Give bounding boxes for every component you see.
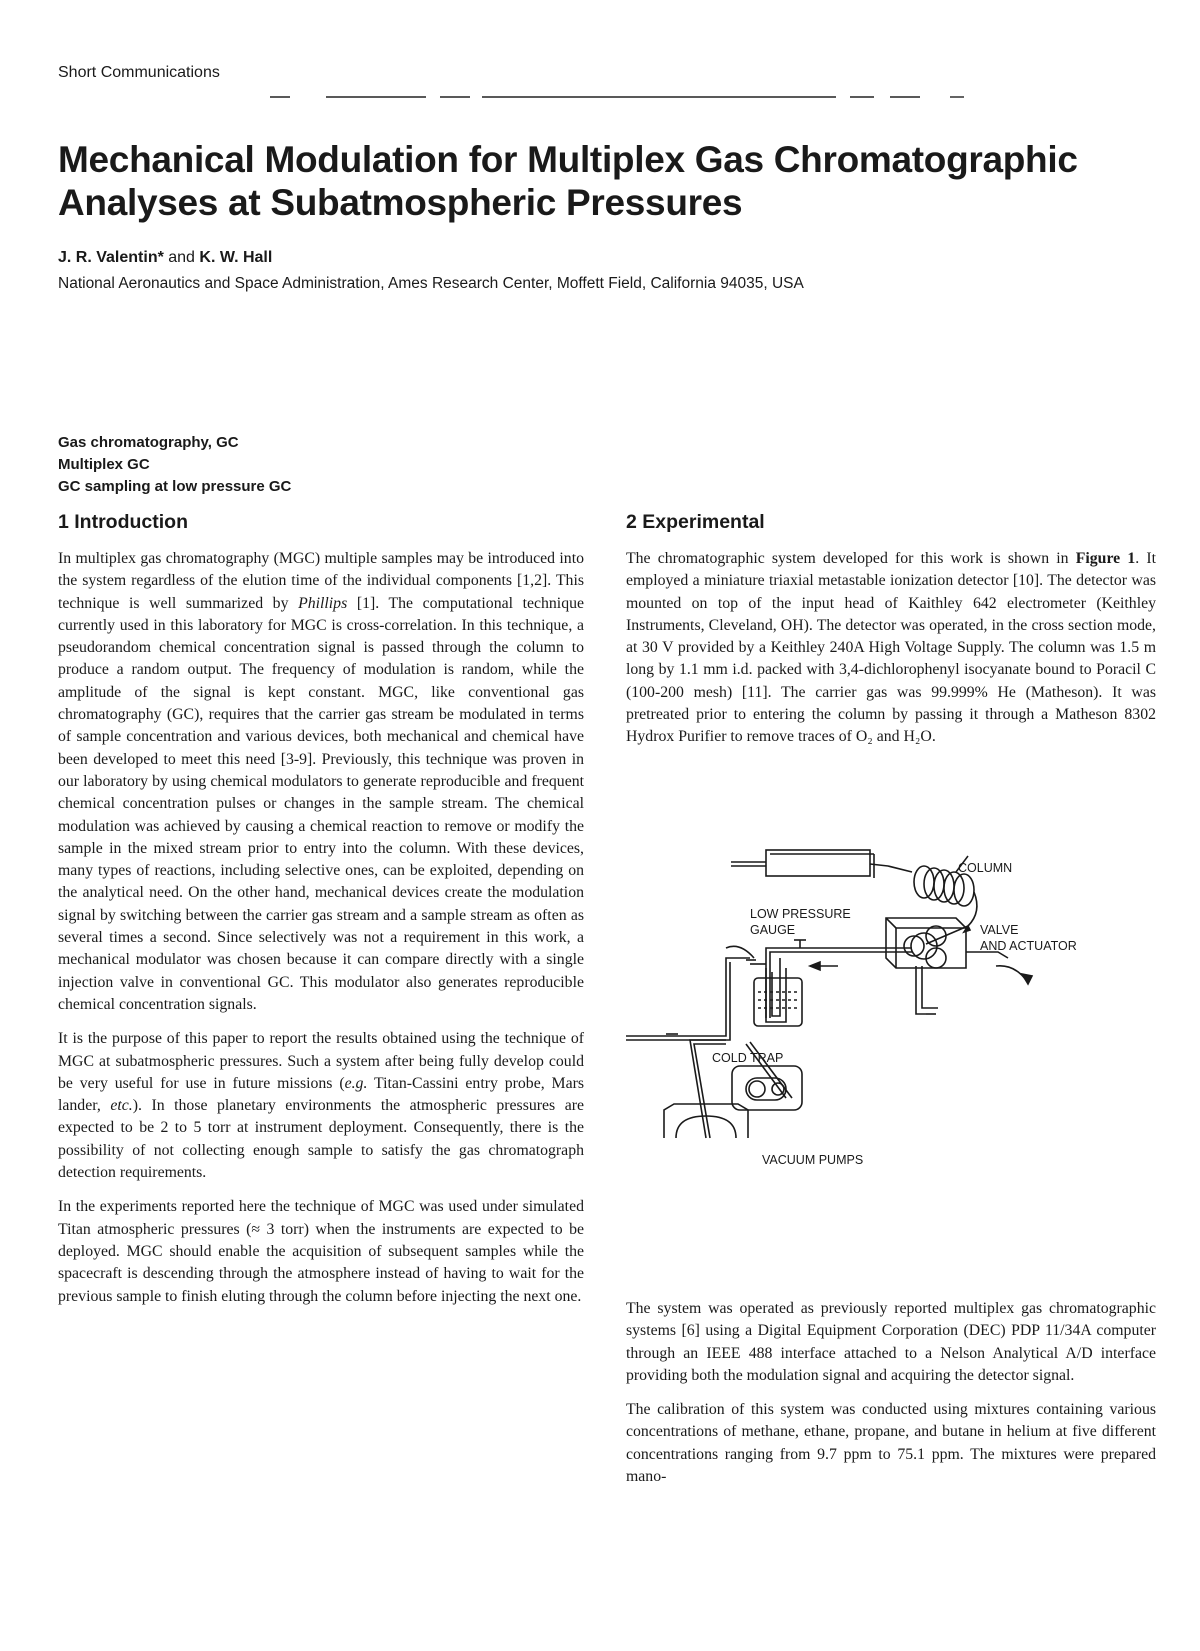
section-heading-experimental: 2 Experimental <box>626 511 765 533</box>
experimental-paragraph-1: The chromatographic system developed for this work is shown in Figure 1. It employed a miniature triaxial metastable ionization detector [10]. The detector was mounted on top of the input head of Kaithley 642 electrometer (Keithley Instruments, Cleveland, OH). The detector was operated, in the cross section mode, at 30 V provided by a Keithley 240A High Voltage Supply. The column was 1.5 m long by 1.1 mm i.d. packed with 3,4-dichlorophenyl isocyanate bound to Poracil C (100-200 mesh) [11]. The carrier gas was 99.999% He (Matheson). It was pretreated prior to entering the column by passing it through a Matheson 8302 Hydrox Purifier to remove traces of O₂ and H₂O. <box>626 550 1156 746</box>
label-vacuum-pumps: VACUUM PUMPS <box>762 1153 864 1167</box>
label-gauge-line-1: LOW PRESSURE <box>750 907 851 921</box>
label-valve-line-2: AND ACTUATOR <box>980 939 1077 953</box>
keywords <box>58 432 291 498</box>
keyword: Multiplex GC <box>58 456 150 473</box>
label-column: COLUMN <box>958 861 1013 875</box>
intro-paragraph-2: It is the purpose of this paper to report the results obtained using the technique of MGC at subatmospheric pressures. Such a system after being fully develop could be very useful for use in future missions (e.g. Titan-Cassini entry probe, Mars lander, etc.). In those planetary environments the atmospheric pressures are expected to be 2 to 5 torr at instrument deployment. Consequently, there is the possibility of not collecting enough sample to satisfy the gas chromatograph detection requirements. <box>58 1030 584 1182</box>
experimental-paragraph-3: The calibration of this system was conducted using mixtures containing various concentrations of methane, ethane, propane, and butane in helium at five different concentrations ranging from 9.7 ppm to 75.1 ppm. The mixtures were prepared mano- <box>626 1401 1156 1486</box>
label-gauge-line-2: GAUGE <box>750 923 796 937</box>
column-right-lower <box>626 1298 1156 1500</box>
section-label: Short Communications <box>58 64 220 81</box>
detector-box <box>731 850 912 878</box>
column-left <box>58 510 584 1320</box>
author-2: K. W. Hall <box>199 249 273 266</box>
intro-paragraph-3: In the experiments reported here the technique of MGC was used under simulated Titan atmospheric pressures (≈ 3 torr) when the instruments are expected to be deployed. MGC should enable the acquisition of subsequent samples while the spacecraft is descending through the atmosphere instead of having to wait for the previous sample to finish eluting through the column before injecting the next one. <box>58 1198 584 1305</box>
author-connector: and <box>163 249 200 266</box>
label-valve-line-1: VALVE <box>980 923 1019 937</box>
figure-reference: Figure 1 <box>1075 550 1136 567</box>
valve-actuator <box>886 918 970 968</box>
figure-1-schematic <box>626 848 1156 1188</box>
experimental-paragraph-2: The system was operated as previously reported multiplex gas chromatographic systems [6] using a Digital Equipment Corporation (DEC) PDP 11/34A computer through an IEEE 488 interface attached to a Nelson Analytical A/D interface providing both the modulation signal and acquiring the detector signal. <box>626 1300 1156 1384</box>
author-1: J. R. Valentin* <box>58 249 164 266</box>
keyword: GC sampling at low pressure GC <box>58 478 292 495</box>
intro-paragraph-1: In multiplex gas chromatography (MGC) multiple samples may be introduced into the system regardless of the elution time of the individual components [1,2]. This technique is well summarized by Phillips [1]. The computational technique currently used in this laboratory for MGC is cross-correlation. In this technique, a pseudorandom chemical concentration signal is passed through the column to produce a random output. The frequency of modulation is random, while the amplitude of the signal is kept constant. MGC, like conventional gas chromatography (GC), requires that the carrier gas stream be modulated in terms of sample concentration and various devices, both mechanical and chemical have been developed to meet this need [3-9]. Previously, this technique was proven in our laboratory by using chemical modulators to generate reproducible and frequent chemical concentration pulses or changes in the sample stream. The chemical modulation was achieved by causing a chemical reaction to remove or modify the sample in the mixed stream prior to entry into the column. With these devices, many types of reactions, including selective ones, can be exploited, depending on the analytical need. On the other hand, mechanical devices create the modulation signal by switching between the carrier gas stream and a sample stream as often as several times a second. Since selectively was not a requirement in this work, a mechanical modulator was chosen because it can compare directly with a single injection valve in conventional GC. This modulator also generates reproducible chemical concentration signals. <box>58 550 584 1013</box>
label-cold-trap: COLD TRAP <box>712 1051 784 1065</box>
header-rule <box>270 94 1010 100</box>
authors <box>58 249 272 267</box>
apparatus-diagram <box>626 848 1156 1188</box>
section-heading-introduction: 1 Introduction <box>58 511 188 533</box>
affiliation: National Aeronautics and Space Administration, Ames Research Center, Moffett Field, California 94035, USA <box>58 275 804 292</box>
column-right <box>626 510 1156 761</box>
keyword: Gas chromatography, GC <box>58 434 239 451</box>
paper-title: Mechanical Modulation for Multiplex Gas Chromatographic Analyses at Subatmospheric Pressures <box>58 139 1078 223</box>
